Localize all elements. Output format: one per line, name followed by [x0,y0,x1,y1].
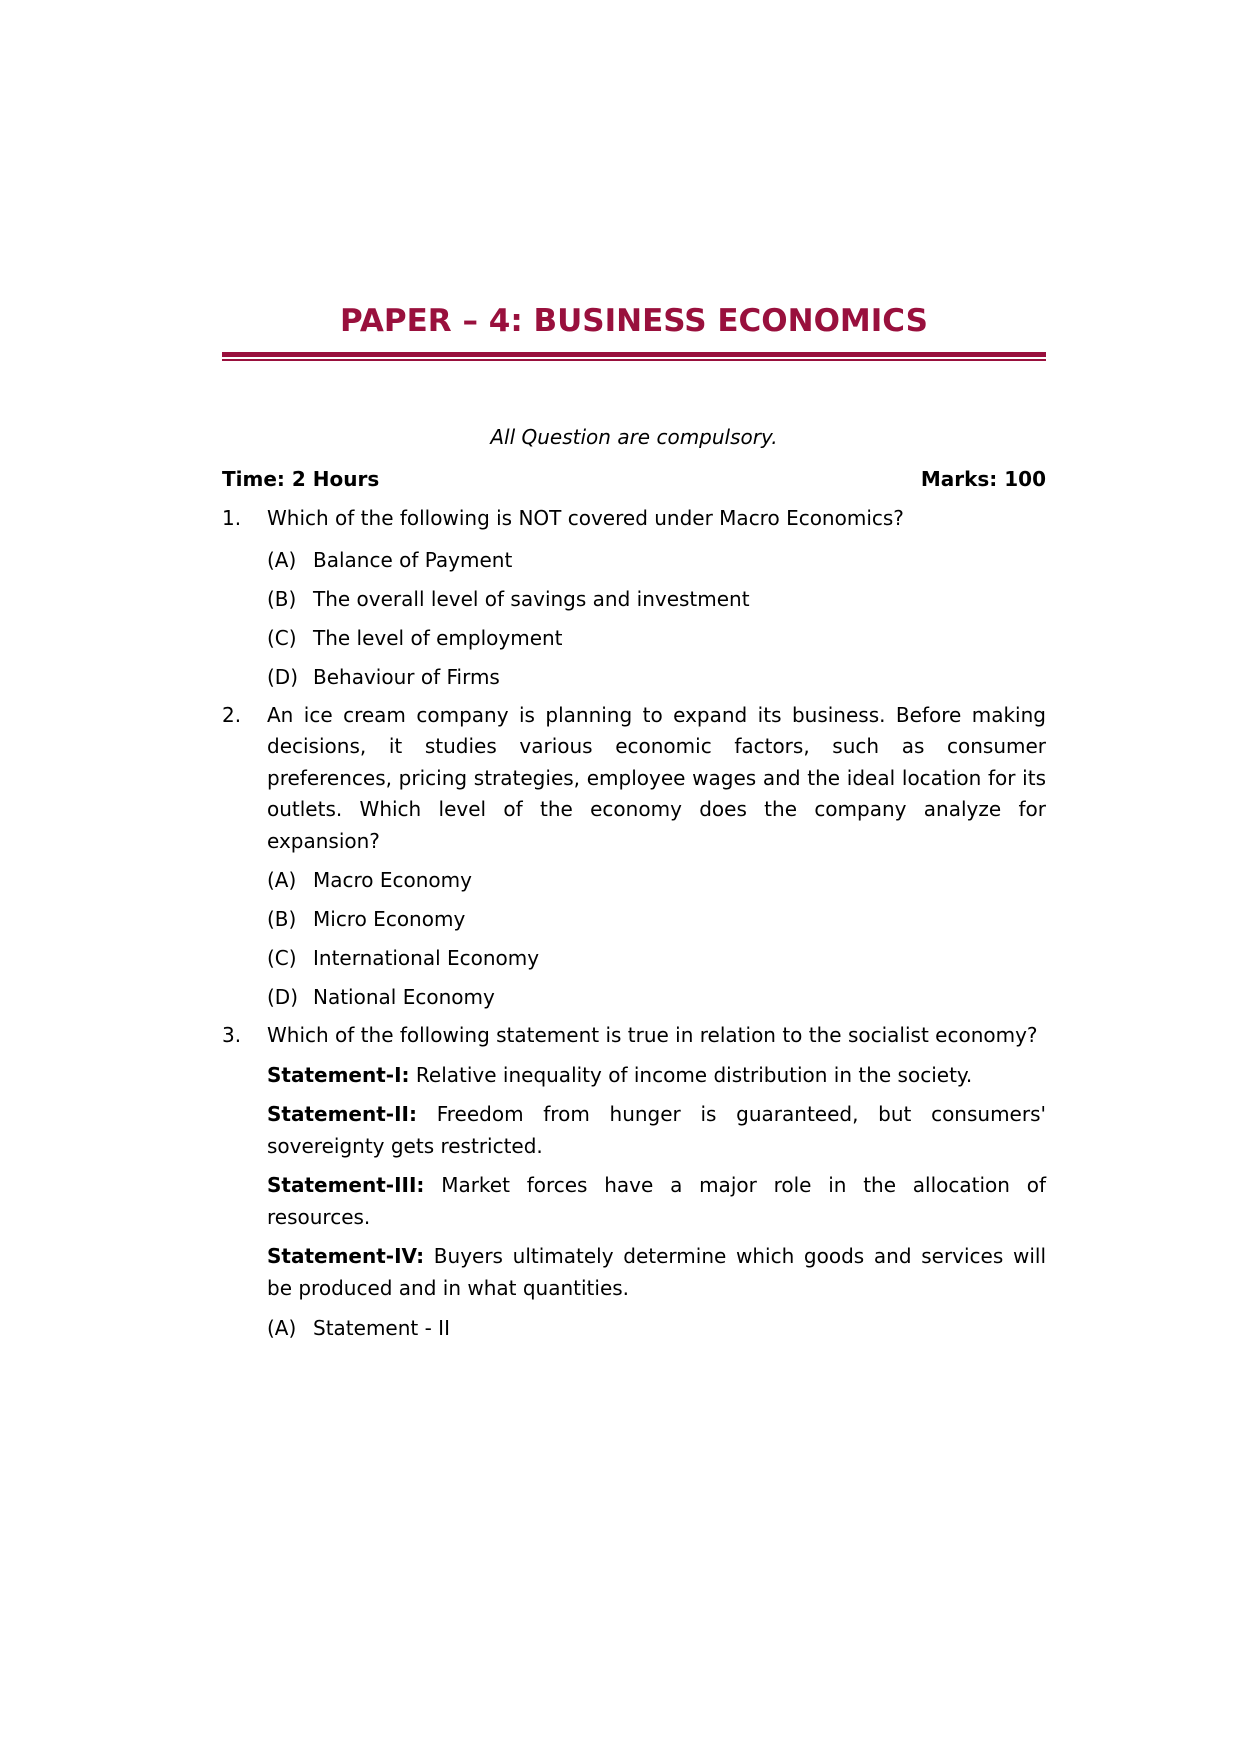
question-text: An ice cream company is planning to expand its business. Before making decisions, it studies various economic factors, such as consumer preferences, pricing strategies, employee wages and the ideal location for its outlets. Which level of the economy does the company analyze for expansion? [267,702,1046,853]
instruction-text: All Question are compulsory. [490,425,778,449]
option-item [267,585,1046,613]
statement-item [267,1241,1046,1304]
statement-item [267,1170,1046,1233]
option-text: Behaviour of Firms [313,664,500,689]
option-label: (B) [267,907,297,931]
option-label: (A) [267,1316,297,1340]
statement-label: Statement-III: [267,1173,425,1197]
question-2 [222,700,1046,858]
title-underline-thin [222,359,1046,361]
option-label: (A) [267,868,297,892]
exam-meta-row [222,465,1046,493]
option-item [267,866,1046,894]
option-label: (C) [267,625,297,650]
title-underline-thick [222,352,1046,357]
question-1 [222,503,1046,535]
time-label: Time: 2 Hours [222,467,380,491]
statement-item [267,1099,1046,1162]
statement-label: Statement-II: [267,1102,417,1126]
option-label: (A) [267,547,297,572]
question-number: 1. [222,506,242,530]
statement-text: Buyers ultimately determine which goods and services will be produced and in what quantities. [267,1244,1046,1300]
question-number: 2. [222,702,242,727]
statement-label: Statement-IV: [267,1244,425,1268]
question-number: 3. [222,1023,242,1047]
question-text: Which of the following statement is true in relation to the socialist economy? [267,1023,1038,1047]
question-text: Which of the following is NOT covered under Macro Economics? [267,506,904,530]
exam-page [222,300,1046,1342]
option-text: Micro Economy [313,907,466,931]
option-label: (D) [267,985,299,1009]
question-3 [222,1020,1046,1052]
option-text: The level of employment [313,625,563,650]
option-item [267,546,1046,574]
option-item [267,944,1046,972]
marks-label: Marks: 100 [920,467,1046,491]
statement-text: Relative inequality of income distribution in the society. [415,1062,973,1087]
statement-text: Market forces have a major role in the allocation of resources. [267,1173,1046,1229]
option-item [267,663,1046,691]
page-title: PAPER – 4: BUSINESS ECONOMICS [340,303,928,339]
option-text: Statement - II [313,1316,450,1340]
option-text: International Economy [313,946,540,970]
option-text: Macro Economy [313,868,472,892]
option-item [267,624,1046,652]
statement-text: Freedom from hunger is guaranteed, but consumers' sovereignty gets restricted. [267,1102,1047,1158]
option-text: The overall level of savings and investment [313,586,750,611]
option-text: Balance of Payment [313,547,513,572]
option-label: (C) [267,946,297,970]
option-item [267,1314,1046,1342]
option-label: (B) [267,586,297,611]
option-text: National Economy [313,985,495,1009]
option-item [267,905,1046,933]
statement-item [267,1060,1046,1092]
statement-label: Statement-I: [267,1062,410,1087]
option-label: (D) [267,664,299,689]
option-item [267,983,1046,1011]
